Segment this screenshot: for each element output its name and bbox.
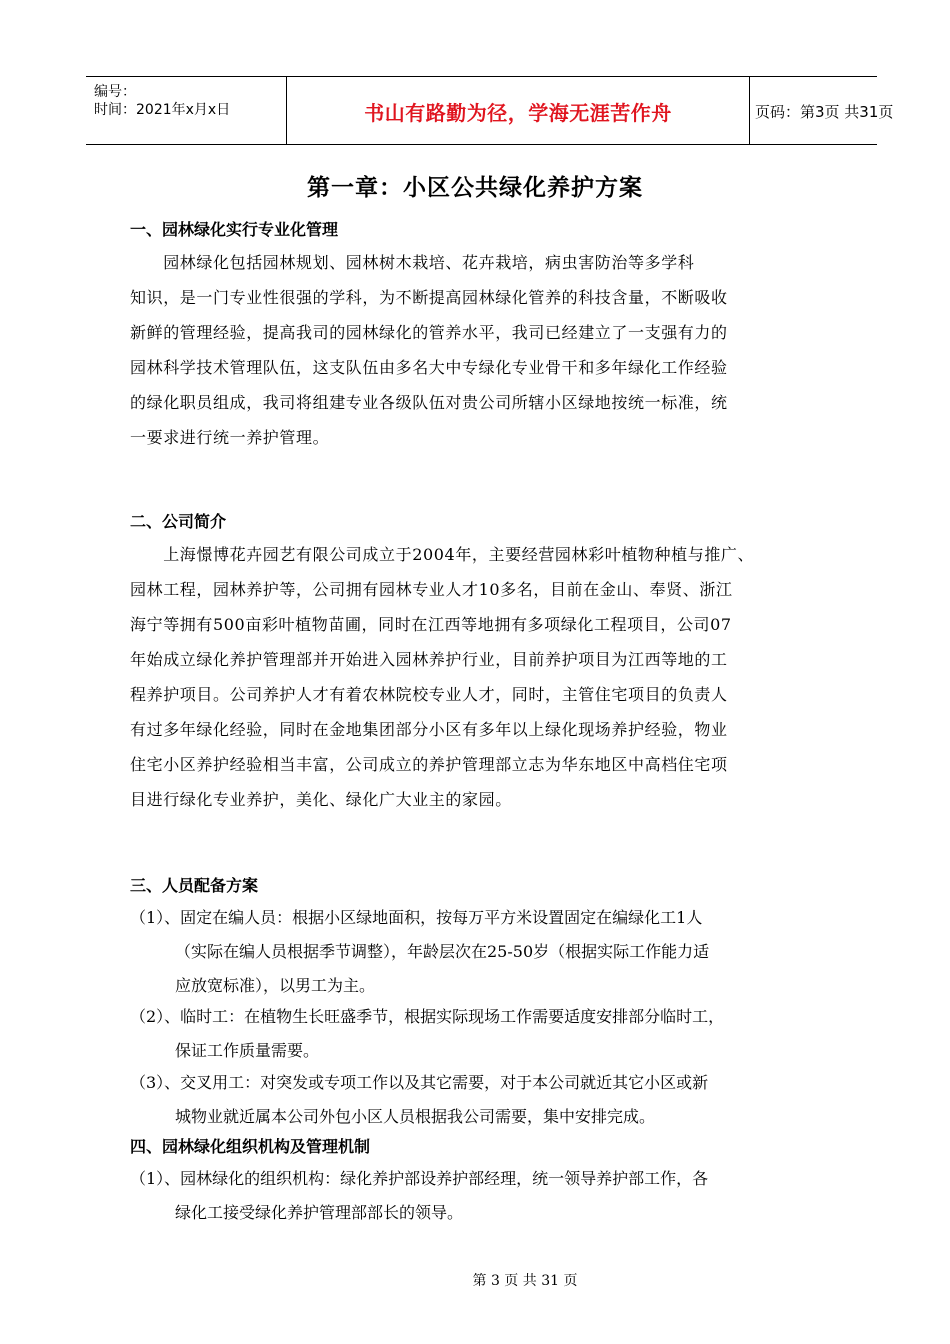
- header-motto-cell: [286, 77, 750, 144]
- section-heading-3: 三、人员配备方案: [130, 876, 259, 895]
- page-header: [86, 76, 894, 145]
- paragraph-line: 园林科学技术管理队伍，这支队伍由多名大中专绿化专业骨干和多年绿化工作经验: [130, 358, 728, 377]
- list-item-continuation: （实际在编人员根据季节调整），年龄层次在25-50岁（根据实际工作能力适: [175, 942, 710, 961]
- list-item: [130, 1066, 708, 1134]
- section-paragraph-2: [130, 537, 754, 817]
- section-heading-2: 二、公司简介: [130, 512, 227, 531]
- list-item-first-line: （1）、固定在编人员：根据小区绿地面积，按每万平方米设置固定在编绿化工1人: [130, 908, 703, 927]
- paragraph-line: 住宅小区养护经验相当丰富，公司成立的养护管理部立志为华东地区中高档住宅项: [130, 755, 728, 774]
- list-item-continuation: 应放宽标准），以男工为主。: [175, 976, 376, 995]
- paragraph-line: 海宁等拥有500亩彩叶植物苗圃，同时在江西等地拥有多项绿化工程项目，公司07: [130, 615, 732, 634]
- header-page-cell: [749, 77, 894, 144]
- list-item-continuation: 城物业就近属本公司外包小区人员根据我公司需要，集中安排完成。: [175, 1107, 656, 1126]
- paragraph-line: 园林绿化包括园林规划、园林树木栽培、花卉栽培，病虫害防治等多学科: [130, 253, 695, 272]
- section-paragraph-1: [130, 245, 728, 455]
- list-item-continuation: 绿化工接受绿化养护管理部部长的领导。: [175, 1203, 464, 1222]
- section-heading-4: 四、园林绿化组织机构及管理机制: [130, 1137, 371, 1156]
- paragraph-line: 有过多年绿化经验，同时在金地集团部分小区有多年以上绿化现场养护经验，物业: [130, 720, 728, 739]
- list-item-continuation: 保证工作质量需要。: [175, 1041, 320, 1060]
- paragraph-line: 知识，是一门专业性很强的学科，为不断提高园林绿化管养的科技含量，不断吸收: [130, 288, 728, 307]
- document-number-label: 编号：: [94, 84, 136, 100]
- header-motto: 书山有路勤为径，学海无涯苦作舟: [364, 101, 672, 125]
- paragraph-line: 年始成立绿化养护管理部并开始进入园林养护行业，目前养护项目为江西等地的工: [130, 650, 728, 669]
- paragraph-line: 程养护项目。公司养护人才有着农林院校专业人才，同时，主管住宅项目的负责人: [130, 685, 728, 704]
- paragraph-line: 一要求进行统一养护管理。: [130, 428, 330, 447]
- paragraph-line: 目进行绿化专业养护，美化、绿化广大业主的家园。: [130, 790, 512, 809]
- page-footer: 第 3 页 共 31 页: [472, 1273, 578, 1289]
- list-item-first-line: （2）、临时工：在植物生长旺盛季节，根据实际现场工作需要适度安排部分临时工，: [130, 1007, 725, 1026]
- document-time-label: 时间：2021年x月x日: [94, 102, 231, 118]
- header-page-info: 页码：第3页 共31页: [755, 103, 894, 121]
- paragraph-line: 的绿化职员组成，我司将组建专业各级队伍对贵公司所辖小区绿地按统一标准，统: [130, 393, 728, 412]
- paragraph-line: 园林工程，园林养护等，公司拥有园林专业人才10多名，目前在金山、奉贤、浙江: [130, 580, 733, 599]
- section-heading-1: 一、园林绿化实行专业化管理: [130, 220, 339, 239]
- list-item-first-line: （1）、园林绿化的组织机构：绿化养护部设养护部经理，统一领导养护部工作，各: [130, 1169, 709, 1188]
- list-item: [130, 1000, 724, 1068]
- paragraph-line: 新鲜的管理经验，提高我司的园林绿化的管养水平，我司已经建立了一支强有力的: [130, 323, 728, 342]
- paragraph-line: 上海憬博花卉园艺有限公司成立于2004年，主要经营园林彩叶植物种植与推广、: [130, 545, 755, 564]
- list-item: [130, 901, 709, 1003]
- list-item: [130, 1162, 708, 1230]
- list-item-first-line: （3）、交叉用工：对突发或专项工作以及其它需要，对于本公司就近其它小区或新: [130, 1073, 709, 1092]
- header-meta-cell: [86, 77, 286, 144]
- chapter-title: 第一章：小区公共绿化养护方案: [307, 175, 643, 201]
